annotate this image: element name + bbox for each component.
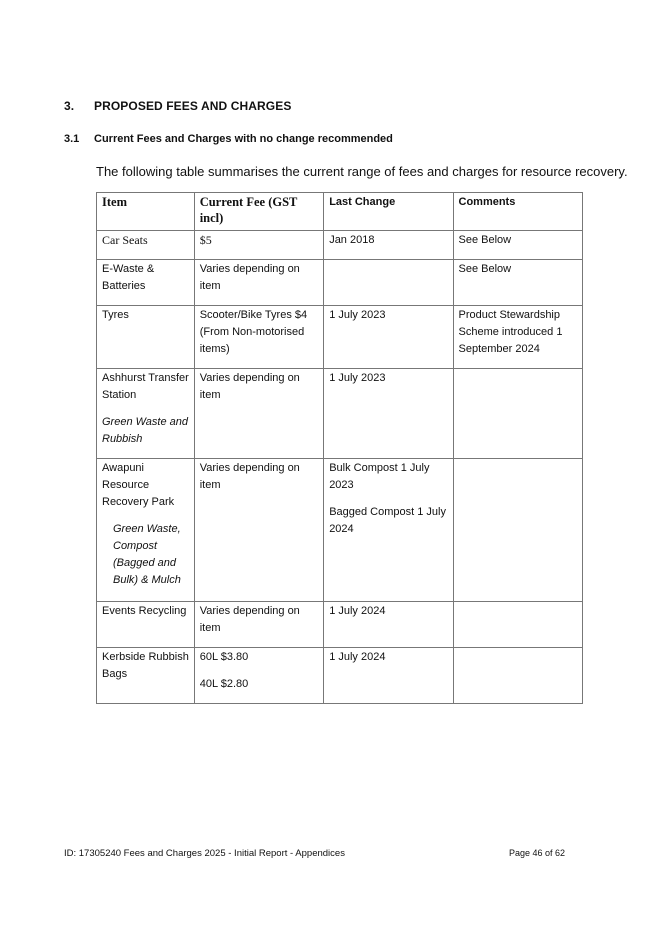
table-row (97, 231, 583, 260)
table-row (97, 260, 583, 306)
cell-fee: Varies depending on item (194, 602, 323, 648)
subsection-title: Current Fees and Charges with no change recommended (94, 133, 393, 145)
table-header-row (97, 193, 583, 231)
cell-last-change: 1 July 2024 (324, 602, 453, 648)
fee-line-1: 60L $3.80 (199, 651, 249, 663)
cell-last-change (324, 459, 453, 602)
cell-last-change: 1 July 2023 (324, 369, 453, 459)
cell-last-change: 1 July 2024 (324, 648, 453, 704)
cell-item: Events Recycling (97, 602, 195, 648)
cell-fee (194, 648, 323, 704)
subsection-heading (64, 133, 393, 145)
footer-document-id: ID: 17305240 Fees and Charges 2025 - Initial Report - Appendices (64, 848, 345, 859)
last-change-line-2: Bagged Compost 1 July 2024 (329, 506, 446, 535)
cell-fee: Varies depending on item (194, 369, 323, 459)
fee-line-2: 40L $2.80 (199, 678, 249, 690)
footer-page-number: Page 46 of 62 (509, 848, 566, 858)
table-row (97, 602, 583, 648)
header-comments: Comments (453, 193, 583, 231)
table-row (97, 648, 583, 704)
header-current-fee: Current Fee (GST incl) (194, 193, 323, 231)
item-subtitle: Green Waste and Rubbish (102, 416, 189, 445)
cell-last-change (324, 260, 453, 306)
cell-fee: Varies depending on item (194, 459, 323, 602)
item-name: Awapuni Resource Recovery Park (102, 462, 175, 508)
cell-comments (453, 459, 583, 602)
cell-item (97, 459, 195, 602)
section-number: 3. (64, 99, 75, 113)
item-name: Ashhurst Transfer Station (102, 372, 189, 401)
cell-comments: See Below (453, 231, 583, 260)
table-row (97, 459, 583, 602)
item-subtitle: Green Waste, Compost (Bagged and Bulk) & Mulch (113, 523, 181, 586)
section-title: PROPOSED FEES AND CHARGES (94, 99, 292, 113)
cell-comments: See Below (453, 260, 583, 306)
cell-fee: Varies depending on item (194, 260, 323, 306)
cell-fee: Scooter/Bike Tyres $4 (From Non-motorised items) (194, 306, 323, 369)
cell-comments (453, 648, 583, 704)
table-row (97, 306, 583, 369)
cell-item: Tyres (97, 306, 195, 369)
cell-item: Kerbside Rubbish Bags (97, 648, 195, 704)
cell-comments: Product Stewardship Scheme introduced 1 September 2024 (453, 306, 583, 369)
cell-last-change: Jan 2018 (324, 231, 453, 260)
cell-comments (453, 369, 583, 459)
intro-paragraph: The following table summarises the current range of fees and charges for resource recovery. (96, 164, 628, 179)
section-heading (64, 99, 291, 113)
cell-item: Car Seats (97, 231, 195, 260)
cell-comments (453, 602, 583, 648)
cell-last-change: 1 July 2023 (324, 306, 453, 369)
header-last-change: Last Change (324, 193, 453, 231)
fees-table (96, 192, 583, 704)
header-item: Item (97, 193, 195, 231)
subsection-number: 3.1 (64, 133, 80, 145)
cell-fee: $5 (194, 231, 323, 260)
cell-item: E-Waste & Batteries (97, 260, 195, 306)
last-change-line-1: Bulk Compost 1 July 2023 (329, 462, 430, 491)
cell-item (97, 369, 195, 459)
table-row (97, 369, 583, 459)
